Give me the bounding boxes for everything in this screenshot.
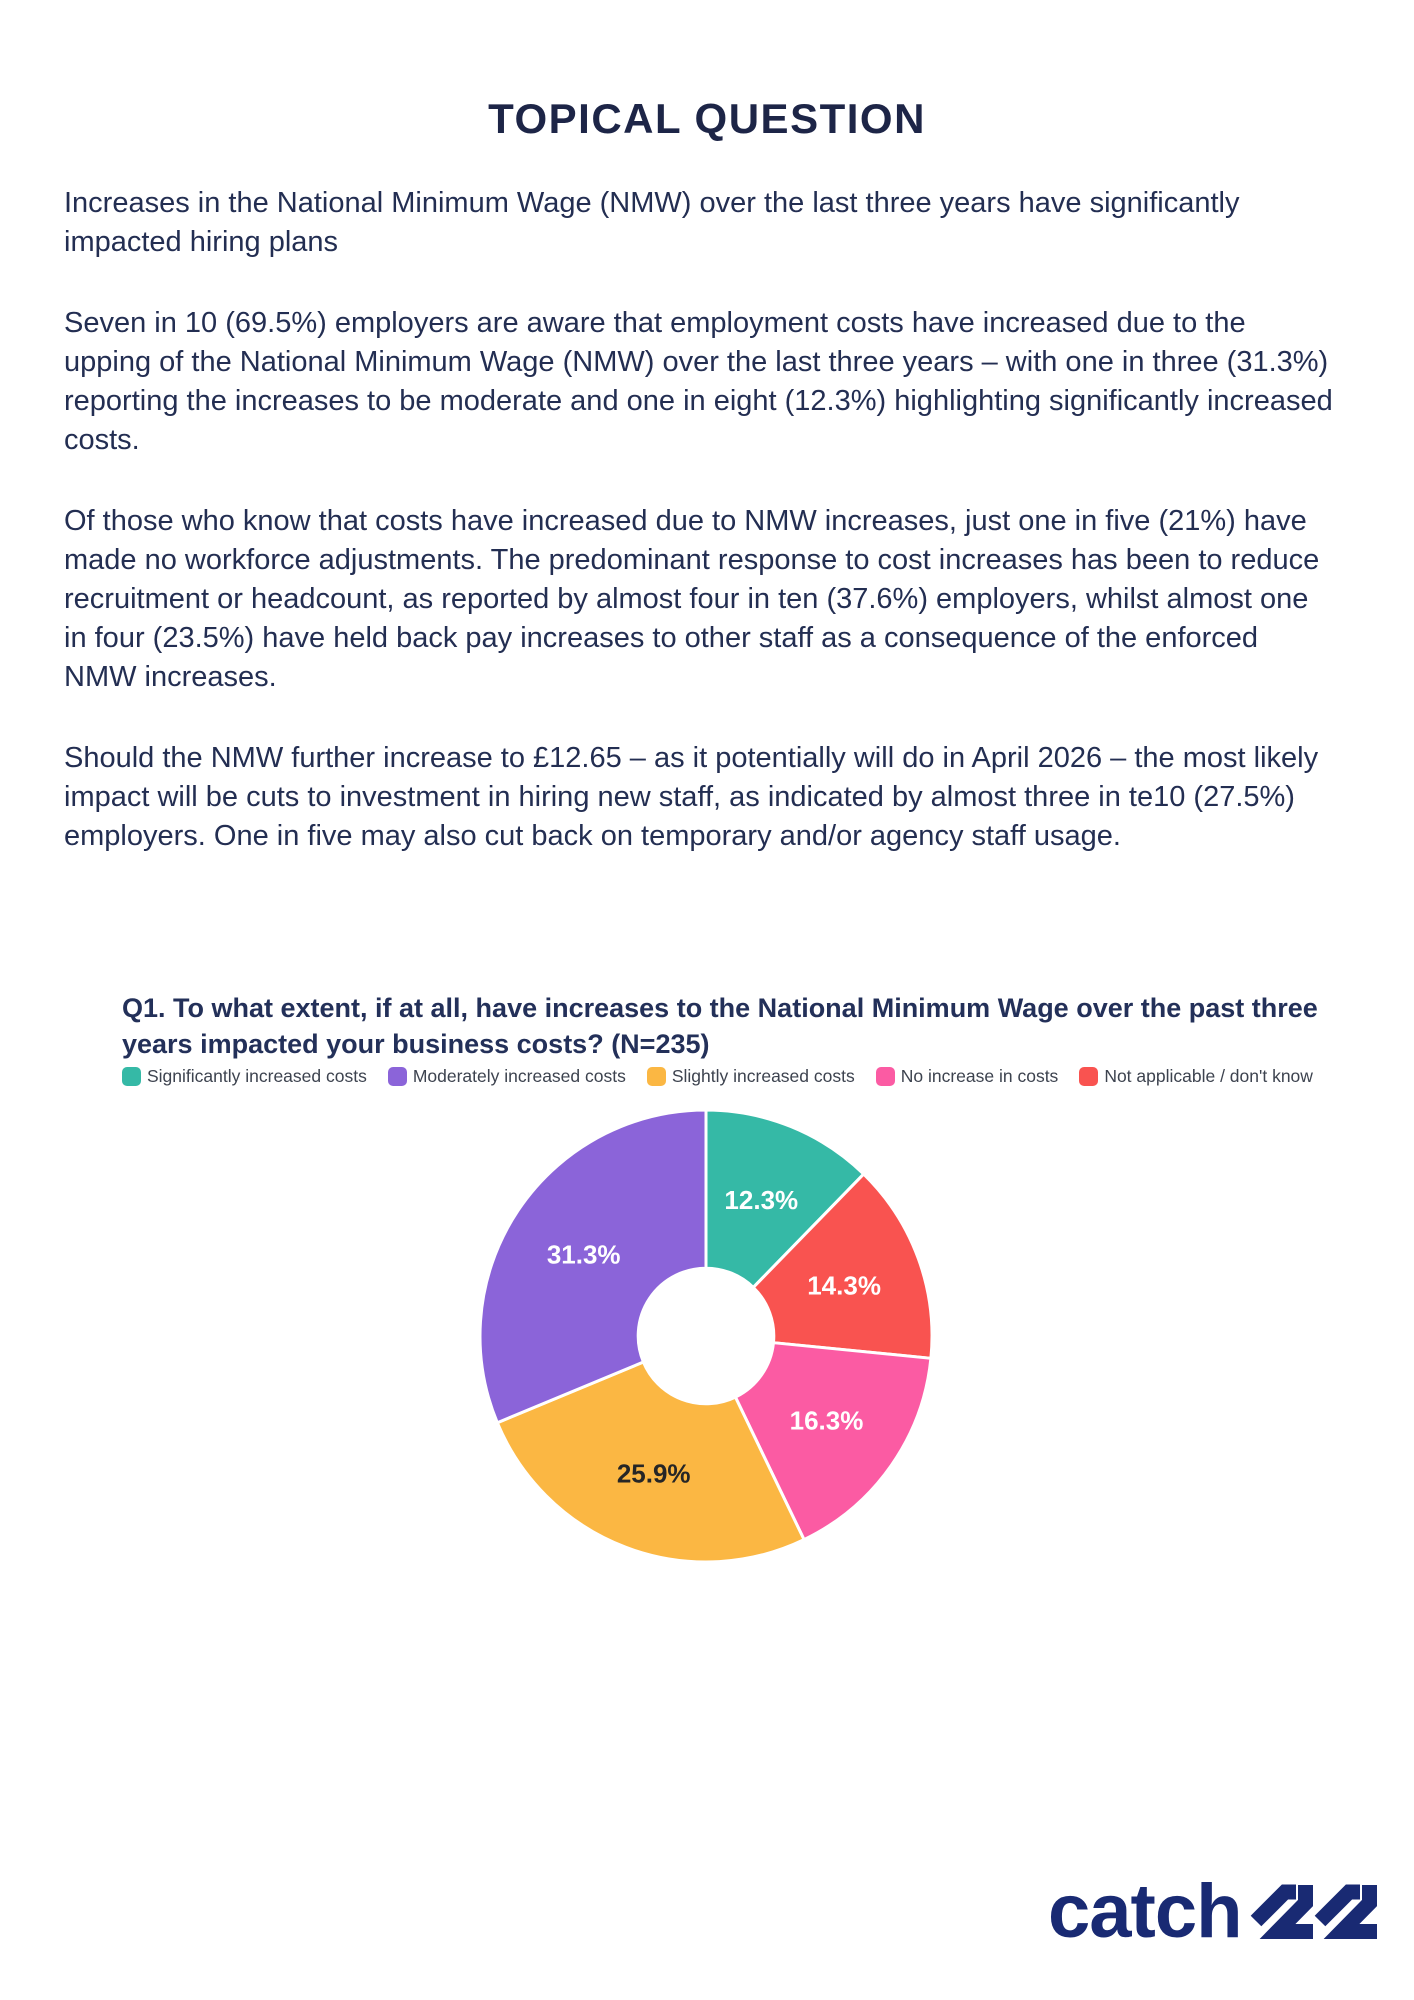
slice-percentage-label: 14.3%	[807, 1270, 881, 1301]
paragraph-3: Of those who know that costs have increased due to NMW increases, just one in five (21%) have made no workforce adjustments. The predominant response to cost increases has been to reduce recruitment or headcount, as reported by almost four in ten (37.6%) employers, whilst almost one in four (23.5%) have held back pay increases to other staff as a consequence of the enforced NMW increases.	[64, 505, 1320, 693]
logo-22-glyphs	[1249, 1882, 1383, 1947]
legend-label: Not applicable / don't know	[1104, 1066, 1313, 1086]
slice-percentage-label: 31.3%	[546, 1239, 621, 1270]
slice-percentage-label: 16.3%	[789, 1405, 864, 1436]
catch22-logo	[1048, 1869, 1383, 1960]
legend-label: Slightly increased costs	[671, 1066, 855, 1086]
body-text	[64, 184, 1334, 898]
slice-percentage-label: 12.3%	[724, 1184, 799, 1215]
donut-chart	[0, 1080, 1414, 1600]
paragraph-4: Should the NMW further increase to £12.65 – as it potentially will do in April 2026 – the most likely impact will be cuts to investment in hiring new staff, as indicated by almost three in te10 (27.5%) employers. One in five may also cut back on temporary and/or agency staff usage.	[64, 742, 1319, 852]
legend-label: Significantly increased costs	[147, 1066, 367, 1086]
chart-title: Q1. To what extent, if at all, have increases to the National Minimum Wage over the past three years impacted your business costs? (N=235)	[122, 993, 1318, 1059]
paragraph-1: Increases in the National Minimum Wage (NMW) over the last three years have significantly impacted hiring plans	[64, 187, 1240, 258]
legend-label: No increase in costs	[900, 1066, 1059, 1086]
slice-percentage-label: 25.9%	[616, 1458, 691, 1489]
legend-label: Moderately increased costs	[412, 1066, 626, 1086]
logo-word: catch	[1048, 1869, 1242, 1954]
page-title: TOPICAL QUESTION	[488, 95, 926, 142]
paragraph-2: Seven in 10 (69.5%) employers are aware that employment costs have increased due to the upping of the National Minimum Wage (NMW) over the last three years – with one in three (31.3%) reporting the increases to be moderate and one in eight (12.3%) highlighting significantly increased costs.	[64, 307, 1333, 456]
